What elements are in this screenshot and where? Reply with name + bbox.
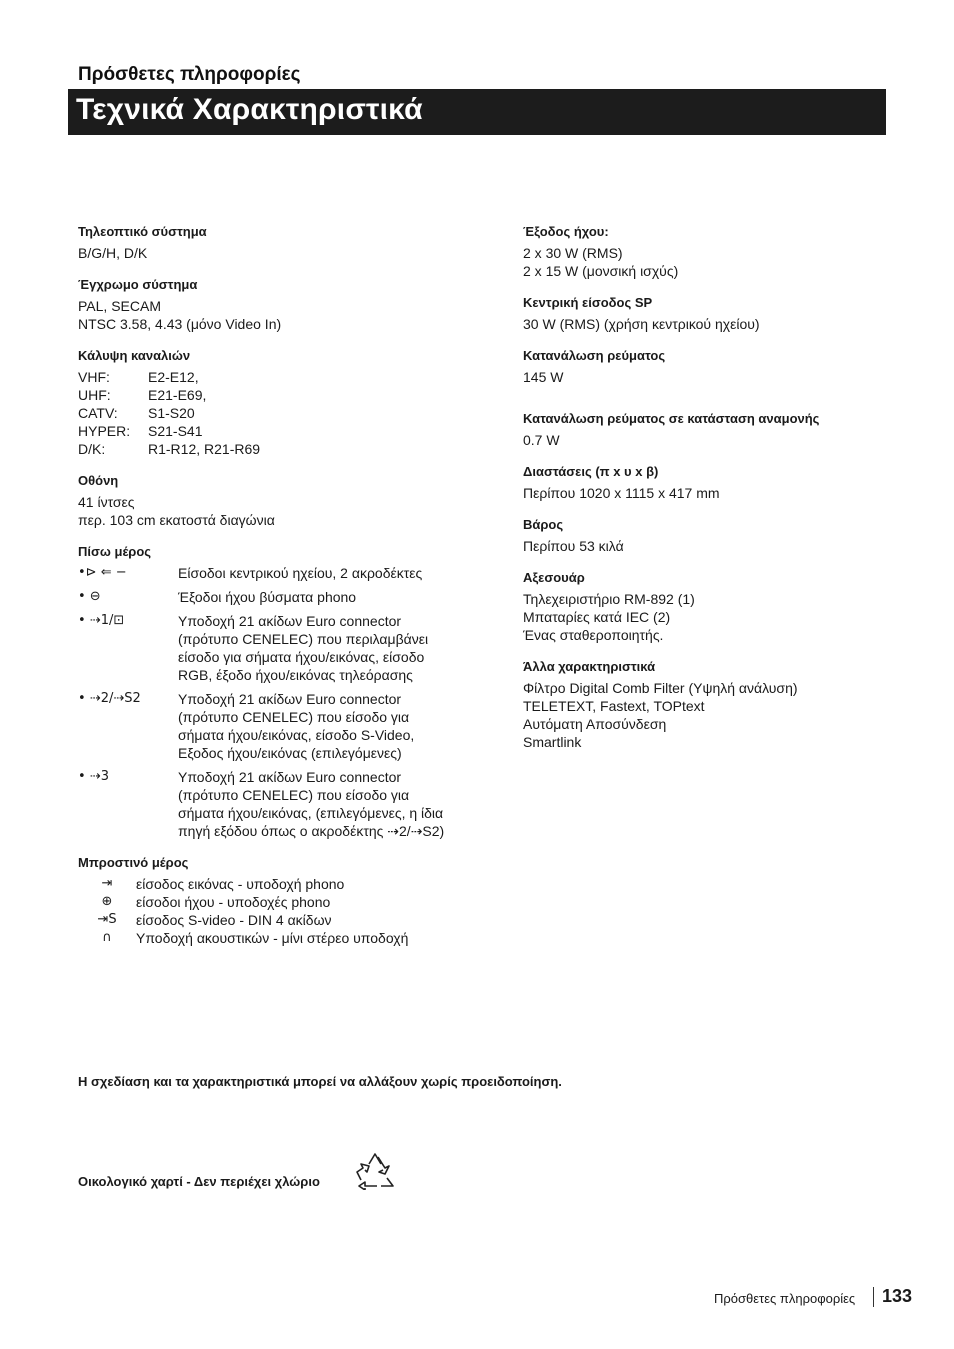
scart-1-icon: • ⇢1/⊡ <box>78 613 125 628</box>
front-block <box>78 854 458 947</box>
channel-range: E21-E69, <box>148 387 207 403</box>
rear-description: Υποδοχή 21 ακίδων Euro connector (πρότυπο CENELEC) που είσοδο για σήματα ήχου/εικόνας, είσοδο S-Video, Εξοδος ήχου/εικόνας (επιλεγόμενες) <box>178 691 415 761</box>
dimensions-block <box>523 463 903 502</box>
rear-row <box>78 612 458 684</box>
channel-band: UHF: <box>78 387 111 403</box>
color-system-line: PAL, SECAM <box>78 298 161 314</box>
screen-line: περ. 103 cm εκατοστά διαγώνια <box>78 512 275 528</box>
rear-description: Είσοδοι κεντρικού ηχείου, 2 ακροδέκτες <box>178 565 423 581</box>
weight-heading: Βάρος <box>523 517 564 532</box>
weight-line: Περίπου 53 κιλά <box>523 538 624 554</box>
front-row <box>78 875 458 893</box>
channel-range: E2-E12, <box>148 369 199 385</box>
section-label: Πρόσθετες πληροφορίες <box>78 64 301 85</box>
audio-in-icon: ⊕ <box>101 894 113 909</box>
accessories-line: Τηλεχειριστήριο RM-892 (1) <box>523 591 695 607</box>
channel-band: VHF: <box>78 369 110 385</box>
rear-description: Υποδοχή 21 ακίδων Euro connector (πρότυπο CENELEC) που είσοδο για σήματα ήχου/εικόνας, (επιλεγόμενες, η ίδια πηγή εξόδου όπως ο ακροδέκτης ⇢2/⇢S2) <box>178 769 445 839</box>
rear-description: Υποδοχή 21 ακίδων Euro connector (πρότυπο CENELEC) που περιλαμβάνει είσοδο για σήματα ήχου/εικόνας, είσοδο RGB, έξοδο ήχου/εικόνας τηλεόρασης <box>178 613 429 683</box>
front-row <box>78 893 458 911</box>
standby-block <box>523 410 903 449</box>
channel-row <box>78 440 458 458</box>
channel-band: CATV: <box>78 405 118 421</box>
right-column <box>523 223 903 765</box>
disclaimer-note: Η σχεδίαση και τα χαρακτηριστικά μπορεί να αλλάξουν χωρίς προειδοποίηση. <box>78 1074 562 1089</box>
screen-line: 41 ίντσες <box>78 494 135 510</box>
rear-heading: Πίσω μέρος <box>78 544 152 559</box>
accessories-heading: Αξεσουάρ <box>523 570 585 585</box>
tv-system-value: B/G/H, D/K <box>78 245 148 261</box>
front-row <box>78 911 458 929</box>
color-system-block <box>78 276 458 333</box>
front-description: είσοδοι ήχου - υποδοχές phono <box>136 894 331 910</box>
scart-2-icon: • ⇢2/⇢S2 <box>78 691 141 706</box>
audio-out-heading: Έξοδος ήχου: <box>523 224 609 239</box>
headphones-icon: ∩ <box>102 930 112 945</box>
channel-band: D/K: <box>78 441 106 457</box>
rear-row <box>78 588 458 606</box>
accessories-line: Μπαταρίες κατά IEC (2) <box>523 609 671 625</box>
channel-row <box>78 404 458 422</box>
footer-divider <box>873 1287 874 1307</box>
audio-out-icon: • ⊖ <box>78 589 101 604</box>
weight-block <box>523 516 903 555</box>
dimensions-line: Περίπου 1020 x 1115 x 417 mm <box>523 485 720 501</box>
channel-range: S21-S41 <box>148 423 203 439</box>
audio-out-block <box>523 223 903 280</box>
accessories-line: Ένας σταθεροποιητής. <box>523 627 664 643</box>
page-title: Τεχνικά Χαρακτηριστικά <box>76 93 423 126</box>
power-line: 145 W <box>523 369 564 385</box>
video-in-icon: ⇥ <box>101 876 113 891</box>
color-system-line: NTSC 3.58, 4.43 (μόνο Video In) <box>78 316 282 332</box>
front-description: είσοδος εικόνας - υποδοχή phono <box>136 876 345 892</box>
s-video-icon: ⇥S <box>97 912 117 927</box>
tv-system-block <box>78 223 458 262</box>
rear-row <box>78 690 458 762</box>
eco-paper-note: Οικολογικό χαρτί - Δεν περιέχει χλώριο <box>78 1174 320 1189</box>
audio-out-line: 2 x 30 W (RMS) <box>523 245 623 261</box>
dimensions-heading: Διαστάσεις (π x υ x β) <box>523 464 659 479</box>
front-heading: Μπροστινό μέρος <box>78 855 189 870</box>
center-sp-line: 30 W (RMS) (χρήση κεντρικού ηχείου) <box>523 316 760 332</box>
channels-heading: Κάλυψη καναλιών <box>78 348 191 363</box>
channels-block <box>78 347 458 458</box>
tv-system-heading: Τηλεοπτικό σύστημα <box>78 224 207 239</box>
left-column <box>78 223 458 961</box>
recycle-icon <box>355 1152 395 1190</box>
rear-row <box>78 564 458 582</box>
screen-heading: Οθόνη <box>78 473 119 488</box>
scart-3-icon: • ⇢3 <box>78 769 109 784</box>
color-system-heading: Έγχρωμο σύστημα <box>78 277 198 292</box>
other-line: Αυτόματη Αποσύνδεση <box>523 716 667 732</box>
front-description: είσοδος S-video - DIN 4 ακίδων <box>136 912 332 928</box>
standby-heading: Κατανάλωση ρεύματος σε κατάσταση αναμονής <box>523 411 820 426</box>
other-line: TELETEXT, Fastext, TOPtext <box>523 698 705 714</box>
front-description: Υποδοχή ακουστικών - μίνι στέρεο υποδοχή <box>136 930 409 946</box>
other-heading: Άλλα χαρακτηριστικά <box>523 659 656 674</box>
page-number: 133 <box>882 1286 913 1306</box>
power-block <box>523 347 903 386</box>
speaker-terminal-icon: •⊳ ⇐ − <box>78 565 127 580</box>
other-block <box>523 658 903 751</box>
channel-range: S1-S20 <box>148 405 195 421</box>
rear-row <box>78 768 458 840</box>
standby-line: 0.7 W <box>523 432 560 448</box>
rear-block <box>78 543 458 840</box>
channel-row <box>78 422 458 440</box>
other-line: Φίλτρο Digital Comb Filter (Υψηλή ανάλυση) <box>523 680 798 696</box>
power-heading: Κατανάλωση ρεύματος <box>523 348 666 363</box>
channel-row <box>78 368 458 386</box>
channel-range: R1-R12, R21-R69 <box>148 441 261 457</box>
channel-row <box>78 386 458 404</box>
footer-section-label: Πρόσθετες πληροφορίες <box>714 1291 856 1306</box>
front-row <box>78 929 458 947</box>
screen-block <box>78 472 458 529</box>
center-sp-heading: Κεντρική είσοδος SP <box>523 295 653 310</box>
other-line: Smartlink <box>523 734 582 750</box>
title-bar <box>68 89 886 135</box>
accessories-block <box>523 569 903 644</box>
audio-out-line: 2 x 15 W (μονσική ισχύς) <box>523 263 679 279</box>
rear-description: Έξοδοι ήχου βύσματα phono <box>178 589 357 605</box>
channel-band: HYPER: <box>78 423 131 439</box>
center-sp-block <box>523 294 903 333</box>
